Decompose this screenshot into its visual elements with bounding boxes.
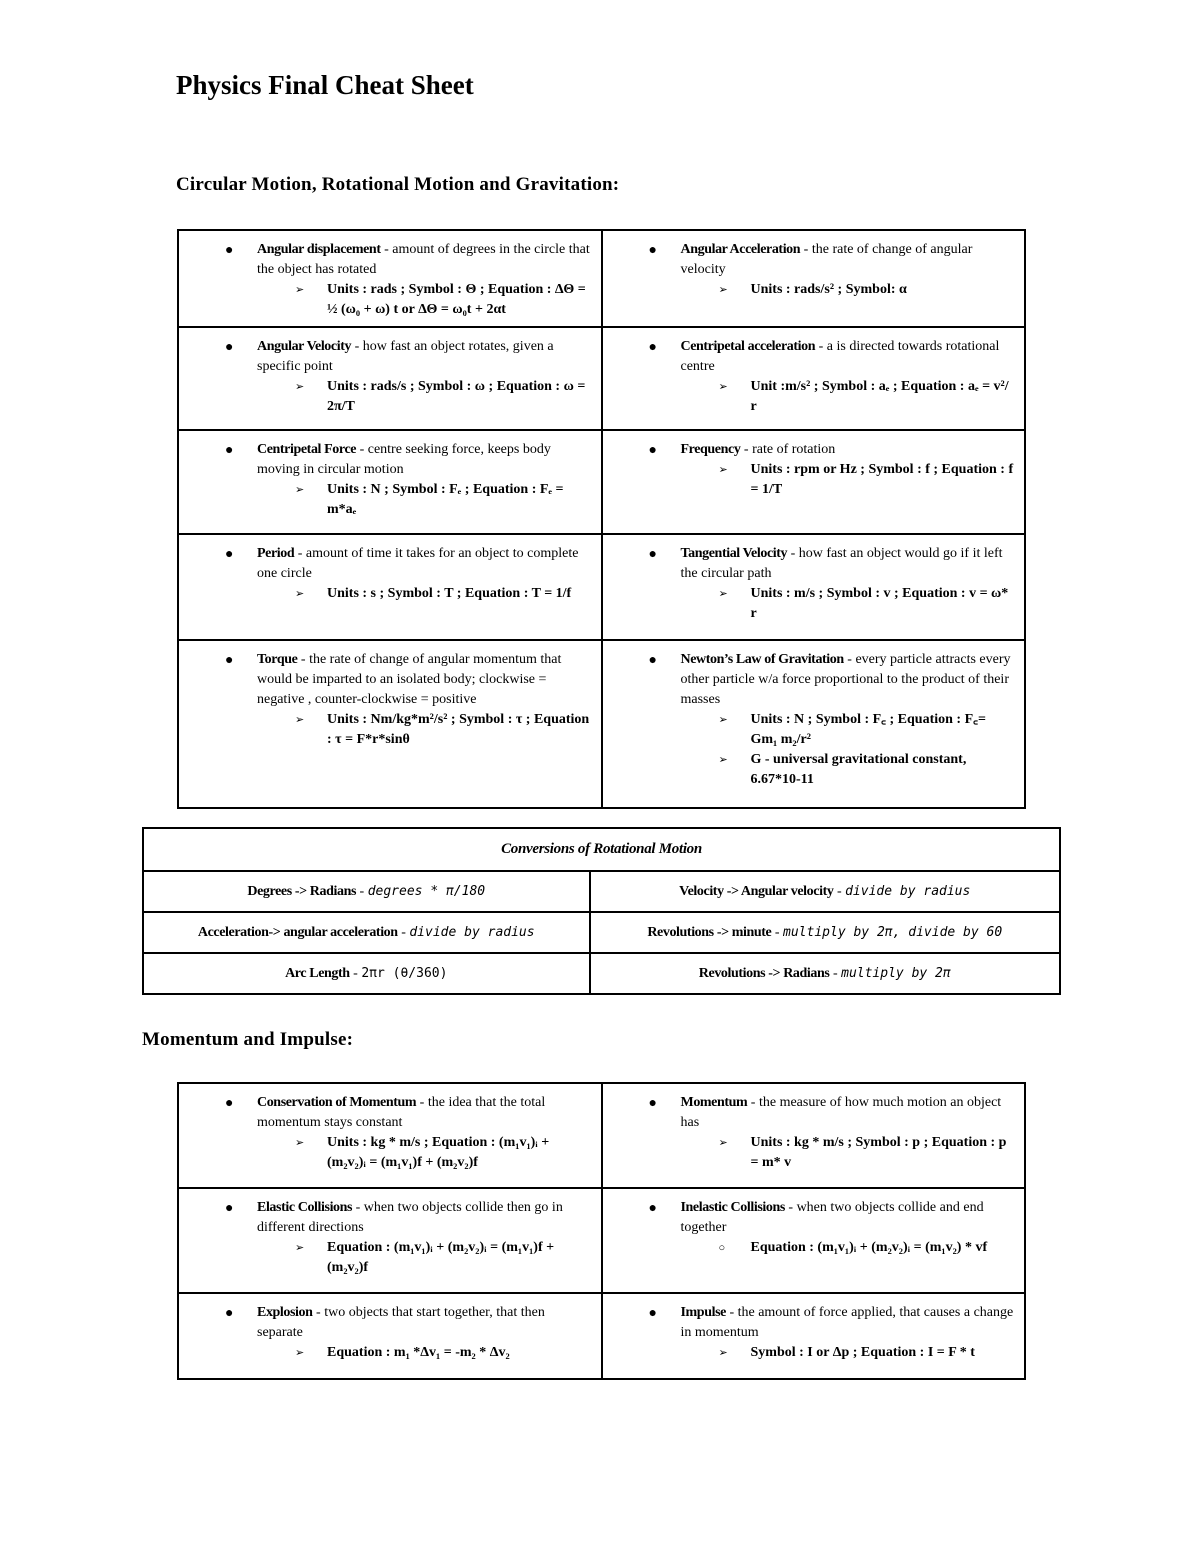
description: - amount of time it takes for an object to complete one circle (257, 546, 579, 581)
term: Angular Velocity (257, 339, 352, 354)
table-cell: ● Frequency - rate of rotation ➢ Units : rpm or Hz ; Symbol : f ; Equation : f = 1/T (602, 430, 1026, 534)
detail: Equation : m₁ *Δv₁ = -m₂ * Δv₂ (327, 1345, 510, 1360)
table-cell: ● Angular displacement - amount of degrees in the circle that the object has rotated ➢ Units : rads ; Symbol : Θ ; Equation : ΔΘ = ½ (ω₀ + ω) t or ΔΘ = ω₀t + 2αt (178, 230, 602, 327)
table-cell: Acceleration-> angular acceleration - divide by radius (143, 912, 590, 953)
term: Impulse (680, 1305, 726, 1320)
table-cell: Arc Length - 2πr (θ/360) (143, 953, 590, 994)
description: - a is directed towards rotational centre (680, 339, 1000, 374)
detail: Units : m/s ; Symbol : v ; Equation : v = ω* r (750, 586, 1009, 621)
term: Centripetal acceleration (680, 339, 816, 354)
description: - the measure of how much motion an object has (680, 1095, 1002, 1130)
term: Angular displacement (257, 242, 381, 257)
table-cell: ● Period - amount of time it takes for an object to complete one circle ➢ Units : s ; Symbol : T ; Equation : T = 1/f (178, 534, 602, 640)
detail: Units : s ; Symbol : T ; Equation : T = 1/f (327, 586, 572, 601)
table-cell: ● Momentum - the measure of how much motion an object has ➢ Units : kg * m/s ; Symbol : p ; Equation : p = m* v (602, 1083, 1026, 1188)
detail: Units : rpm or Hz ; Symbol : f ; Equation : f = 1/T (750, 462, 1014, 497)
table-cell: ● Torque - the rate of change of angular momentum that would be imparted to an isolated body; clockwise = negative , counter-clockwise = positive ➢ Units : Nm/kg*m²/s² ; Symbol : τ ; Equation : τ = F*r*sinθ (178, 640, 602, 808)
term: Tangential Velocity (680, 546, 788, 561)
description: - the amount of force applied, that causes a change in momentum (680, 1305, 1014, 1340)
term: Frequency (680, 442, 741, 457)
description: - the rate of change of angular velocity (680, 242, 973, 277)
detail: Units : rads/s² ; Symbol: α (750, 282, 907, 297)
table-cell: Revolutions -> minute - multiply by 2π, divide by 60 (590, 912, 1060, 953)
table-cell: ● Centripetal Force - centre seeking force, keeps body moving in circular motion ➢ Units : N ; Symbol : Fₑ ; Equation : Fₑ = m*aₑ (178, 430, 602, 534)
detail: Units : N ; Symbol : F꜀ ; Equation : F꜀= Gm₁ m₂/r² (750, 712, 986, 747)
section-heading-circular-motion: Circular Motion, Rotational Motion and Gravitation: (176, 174, 620, 195)
conversion-rule: degrees * π/180 (367, 883, 486, 899)
detail: Units : N ; Symbol : Fₑ ; Equation : Fₑ = m*aₑ (327, 482, 564, 517)
term: Period (257, 546, 295, 561)
description: - when two objects collide then go in different directions (257, 1200, 563, 1235)
table-cell: Degrees -> Radians - degrees * π/180 (143, 871, 590, 912)
description: - every particle attracts every other particle w/a force proportional to the product of their masses (680, 652, 1011, 707)
detail: Units : rads ; Symbol : Θ ; Equation : ΔΘ = ½ (ω₀ + ω) t or ΔΘ = ω₀t + 2αt (327, 282, 586, 317)
conversion-label: Revolutions -> Radians (698, 965, 830, 981)
term: Angular Acceleration (680, 242, 801, 257)
conversion-label: Degrees -> Radians (247, 883, 357, 899)
table-cell: ● Angular Velocity - how fast an object rotates, given a specific point ➢ Units : rads/s ; Symbol : ω ; Equation : ω = 2π/T (178, 327, 602, 430)
table-cell: Velocity -> Angular velocity - divide by radius (590, 871, 1060, 912)
conversion-rule: divide by radius (409, 924, 535, 940)
conversion-rule: 2πr (θ/360) (361, 965, 448, 981)
conversion-label: Velocity -> Angular velocity (679, 883, 834, 899)
detail: G - universal gravitational constant, 6.67*10-11 (750, 752, 967, 787)
table-cell: ● Explosion - two objects that start together, that then separate ➢ Equation : m₁ *Δv₁ = -m₂ * Δv₂ (178, 1293, 602, 1379)
table-cell: ● Newton’s Law of Gravitation - every particle attracts every other particle w/a force proportional to the product of their masses ➢ Units : N ; Symbol : F꜀ ; Equation : F꜀= Gm₁ m₂/r² ➢ G - universal gravitational constant, 6.67*10-11 (602, 640, 1026, 808)
conversion-rule: multiply by 2π (841, 965, 951, 981)
page-title: Physics Final Cheat Sheet (176, 70, 474, 100)
description: - rate of rotation (740, 442, 836, 457)
conversions-table (142, 827, 1061, 995)
detail: Units : kg * m/s ; Symbol : p ; Equation : p = m* v (750, 1135, 1007, 1170)
description: - the rate of change of angular momentum that would be imparted to an isolated body; clockwise = negative , counter-clockwise = positive (257, 652, 562, 707)
detail: Symbol : I or Δp ; Equation : I = F * t (750, 1345, 975, 1360)
description: - when two objects collide and end together (680, 1200, 984, 1235)
conversions-header: Conversions of Rotational Motion (143, 828, 1060, 871)
term: Momentum (680, 1095, 748, 1110)
table-cell: ● Conservation of Momentum - the idea that the total momentum stays constant ➢ Units : kg * m/s ; Equation : (m₁v₁)ᵢ + (m₂v₂)ᵢ = (m₁v₁)f + (m₂v₂)f (178, 1083, 602, 1188)
detail: Units : Nm/kg*m²/s² ; Symbol : τ ; Equation : τ = F*r*sinθ (327, 712, 590, 747)
conversion-rule: multiply by 2π, divide by 60 (783, 924, 1003, 940)
term: Conservation of Momentum (257, 1095, 417, 1110)
table-cell: ● Elastic Collisions - when two objects collide then go in different directions ➢ Equation : (m₁v₁)ᵢ + (m₂v₂)ᵢ = (m₁v₁)f + (m₂v₂)f (178, 1188, 602, 1293)
detail: Equation : (m₁v₁)ᵢ + (m₂v₂)ᵢ = (m₁v₂) * vf (750, 1240, 988, 1255)
description: - the idea that the total momentum stays constant (257, 1095, 546, 1130)
table-cell: ● Angular Acceleration - the rate of change of angular velocity ➢ Units : rads/s² ; Symbol: α (602, 230, 1026, 327)
description: - two objects that start together, that then separate (257, 1305, 545, 1340)
circular-motion-table (177, 229, 1026, 809)
term: Elastic Collisions (257, 1200, 353, 1215)
table-cell: Revolutions -> Radians - multiply by 2π (590, 953, 1060, 994)
conversion-label: Acceleration-> angular acceleration (197, 924, 398, 940)
section-heading-momentum: Momentum and Impulse: (142, 1029, 354, 1050)
conversion-rule: divide by radius (845, 883, 971, 899)
table-cell: ● Impulse - the amount of force applied, that causes a change in momentum ➢ Symbol : I or Δp ; Equation : I = F * t (602, 1293, 1026, 1379)
conversion-label: Arc Length (285, 965, 350, 981)
term: Centripetal Force (257, 442, 357, 457)
table-cell: ● Tangential Velocity - how fast an object would go if it left the circular path ➢ Units : m/s ; Symbol : v ; Equation : v = ω* r (602, 534, 1026, 640)
description: - how fast an object rotates, given a specific point (257, 339, 554, 374)
detail: Units : kg * m/s ; Equation : (m₁v₁)ᵢ + (m₂v₂)ᵢ = (m₁v₁)f + (m₂v₂)f (327, 1135, 550, 1170)
description: - centre seeking force, keeps body moving in circular motion (257, 442, 551, 477)
term: Newton’s Law of Gravitation (680, 652, 844, 667)
description: - amount of degrees in the circle that the object has rotated (257, 242, 590, 277)
term: Inelastic Collisions (680, 1200, 785, 1215)
table-cell: ● Centripetal acceleration - a is directed towards rotational centre ➢ Unit :m/s² ; Symbol : aₑ ; Equation : aₑ = v²/ r (602, 327, 1026, 430)
description: - how fast an object would go if it left the circular path (680, 546, 1003, 581)
term: Explosion (257, 1305, 313, 1320)
detail: Unit :m/s² ; Symbol : aₑ ; Equation : aₑ = v²/ r (750, 379, 1009, 414)
table-cell: ● Inelastic Collisions - when two objects collide and end together ○ Equation : (m₁v₁)ᵢ + (m₂v₂)ᵢ = (m₁v₂) * vf (602, 1188, 1026, 1293)
detail: Units : rads/s ; Symbol : ω ; Equation : ω = 2π/T (327, 379, 586, 414)
term: Torque (257, 652, 298, 667)
detail: Equation : (m₁v₁)ᵢ + (m₂v₂)ᵢ = (m₁v₁)f + (m₂v₂)f (327, 1240, 555, 1275)
conversion-label: Revolutions -> minute (647, 924, 772, 940)
momentum-table (177, 1082, 1026, 1380)
